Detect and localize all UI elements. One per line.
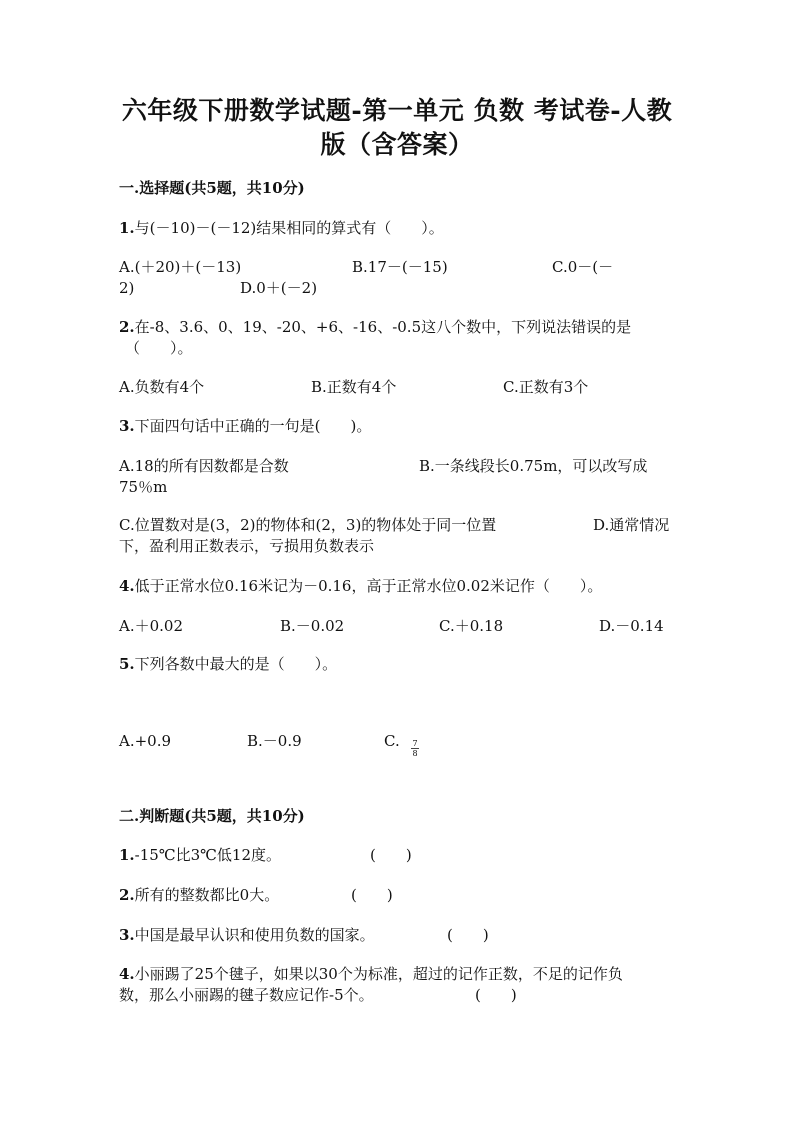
question-number: 5. — [119, 655, 135, 673]
question-text: 下列各数中最大的是（ ）。 — [134, 655, 338, 673]
fraction-numerator: 7 — [412, 739, 418, 748]
question-text: 中国是最早认识和使用负数的国家。 — [134, 926, 375, 944]
section-2-heading: 二.判断题(共5题，共10分) — [119, 807, 305, 825]
judge-question-2 — [119, 885, 279, 905]
q1-option-d: D.0＋(－2) — [240, 279, 318, 297]
title-line-1: 六年级下册数学试题-第一单元 负数 考试卷-人教 — [121, 96, 673, 125]
question-text: 下面四句话中正确的一句是( )。 — [134, 417, 372, 435]
question-2 — [119, 317, 631, 337]
section-1-heading: 一.选择题(共5题，共10分) — [119, 179, 305, 197]
question-text: -15℃比3℃低12度。 — [134, 846, 282, 864]
judge-1-blank: ( ) — [370, 846, 412, 864]
question-number: 2. — [119, 318, 135, 336]
question-5 — [119, 654, 337, 674]
q1-option-b: B.17－(－15) — [352, 258, 448, 276]
page-title — [120, 94, 674, 162]
q5-option-a: A.+0.9 — [119, 732, 172, 750]
q3-option-a: A.18的所有因数都是合数 — [119, 457, 289, 475]
question-number: 4. — [119, 965, 135, 983]
q4-option-d: D.－0.14 — [599, 617, 664, 635]
title-line-2: 版（含答案） — [320, 130, 474, 159]
question-number: 3. — [119, 417, 135, 435]
judge-question-1 — [119, 845, 281, 865]
q3-option-d-cont: 下，盈利用正数表示，亏损用负数表示 — [119, 537, 375, 555]
question-number: 3. — [119, 926, 135, 944]
q1-option-c-cont: 2) — [119, 279, 135, 297]
q3-option-b: B.一条线段长0.75m，可以改写成 — [419, 457, 648, 475]
q2-option-b: B.正数有4个 — [311, 378, 397, 396]
judge-3-blank: ( ) — [447, 926, 489, 944]
question-number: 2. — [119, 886, 135, 904]
question-1 — [119, 218, 444, 238]
question-number: 1. — [119, 846, 135, 864]
q5-option-c: C. — [384, 732, 400, 750]
q1-option-a: A.(＋20)＋(－13) — [119, 258, 242, 276]
question-3 — [119, 416, 371, 436]
question-number: 4. — [119, 577, 135, 595]
question-text: 与(－10)－(－12)结果相同的算式有（ ）。 — [134, 219, 444, 237]
q1-option-c: C.0－(－ — [552, 258, 614, 276]
fraction-seven-eighths — [410, 739, 420, 758]
judge-question-4 — [119, 964, 623, 984]
judge-2-blank: ( ) — [351, 886, 393, 904]
q5-option-b: B.－0.9 — [247, 732, 302, 750]
question-2-blank: （ ）。 — [125, 339, 193, 357]
q4-option-b: B.－0.02 — [280, 617, 345, 635]
q3-option-b-cont: 75％m — [119, 478, 168, 496]
judge-question-4-cont: 数，那么小丽踢的毽子数应记作-5个。 — [119, 986, 374, 1004]
q2-option-a: A.负数有4个 — [119, 378, 205, 396]
q3-option-d: D.通常情况 — [593, 516, 670, 534]
question-4 — [119, 576, 602, 596]
q2-option-c: C.正数有3个 — [503, 378, 589, 396]
question-text: 在-8、3.6、0、19、-20、+6、-16、-0.5这八个数中，下列说法错误的是 — [134, 318, 632, 336]
question-text: 低于正常水位0.16米记为－0.16，高于正常水位0.02米记作（ ）。 — [134, 577, 603, 595]
judge-4-blank: ( ) — [475, 986, 517, 1004]
question-number: 1. — [119, 219, 135, 237]
q3-option-c: C.位置数对是(3，2)的物体和(2，3)的物体处于同一位置 — [119, 516, 497, 534]
fraction-denominator: 8 — [412, 749, 418, 758]
question-text: 所有的整数都比0大。 — [134, 886, 280, 904]
question-text: 小丽踢了25个毽子，如果以30个为标准，超过的记作正数，不足的记作负 — [134, 965, 623, 983]
judge-question-3 — [119, 925, 375, 945]
q4-option-c: C.＋0.18 — [439, 617, 504, 635]
q4-option-a: A.＋0.02 — [119, 617, 183, 635]
